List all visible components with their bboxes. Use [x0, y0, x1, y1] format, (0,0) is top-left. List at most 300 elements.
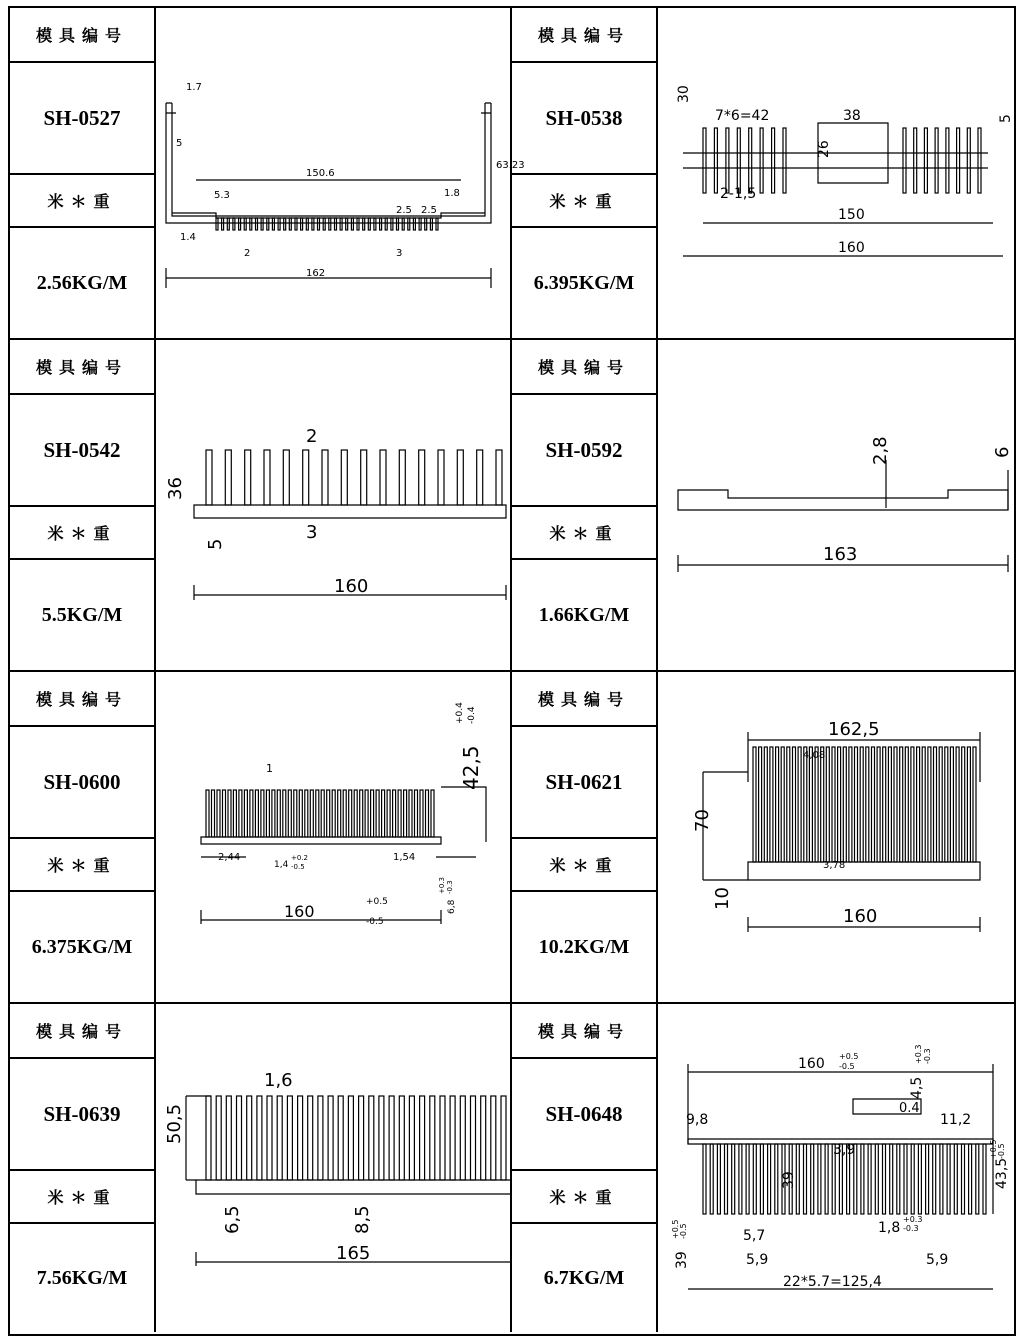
fin: [438, 450, 444, 505]
fin: [783, 128, 786, 193]
fin: [266, 790, 269, 837]
fin: [404, 790, 407, 837]
dim-label: 2,44: [218, 852, 241, 863]
mold-number-label: 模具编号: [10, 340, 156, 395]
fin: [413, 218, 415, 230]
fin: [818, 1144, 821, 1214]
fin: [753, 1144, 756, 1214]
fin: [303, 450, 309, 505]
fin: [804, 747, 807, 862]
dim-label: 5: [205, 538, 226, 550]
fin: [425, 218, 427, 230]
dim-label: 5,7: [743, 1228, 766, 1244]
dim-label: 4,5: [909, 1076, 925, 1099]
fin: [768, 1144, 771, 1214]
fin: [940, 1144, 943, 1214]
fin: [247, 1096, 252, 1180]
dim-tolerance: +0.5: [989, 1139, 998, 1159]
mold-number-label: 模具编号: [512, 672, 658, 727]
fin: [349, 790, 352, 837]
fin: [934, 747, 937, 862]
fin: [875, 1144, 878, 1214]
dim-label: 2-1,5: [720, 186, 757, 202]
fin: [244, 790, 247, 837]
fin: [223, 790, 226, 837]
fin: [380, 450, 386, 505]
dim-label: 6: [992, 446, 1013, 458]
fin: [911, 747, 914, 862]
fin: [359, 1096, 364, 1180]
fin: [354, 790, 357, 837]
fin: [746, 1144, 749, 1214]
dim-label: 1,6: [264, 1070, 293, 1091]
fin: [402, 218, 404, 230]
fin: [798, 747, 801, 862]
fin: [348, 1096, 353, 1180]
profile-code: SH-0542: [10, 395, 156, 507]
fin: [327, 790, 330, 837]
fin: [703, 1144, 706, 1214]
dim-label: 30: [676, 85, 692, 103]
fin: [397, 218, 399, 230]
fin: [239, 790, 242, 837]
fin: [903, 128, 906, 193]
fin: [382, 790, 385, 837]
dim-label: 5,9: [746, 1252, 769, 1268]
fin: [759, 747, 762, 862]
profile-code: SH-0592: [512, 395, 658, 507]
fin: [954, 1144, 957, 1214]
fin: [760, 1144, 763, 1214]
profile-code: SH-0639: [10, 1059, 156, 1171]
fin: [436, 218, 438, 230]
fin: [945, 747, 948, 862]
fin: [861, 1144, 864, 1214]
dim-label: 160: [334, 576, 369, 597]
fin: [206, 450, 212, 505]
dim-label: 1.7: [186, 82, 202, 93]
fin: [860, 747, 863, 862]
fin: [216, 218, 218, 230]
dim-label: 1,8: [878, 1220, 901, 1236]
fin: [900, 747, 903, 862]
fin: [298, 1096, 303, 1180]
dim-label: 5.3: [214, 190, 230, 201]
fin: [225, 450, 231, 505]
dim-label: 1,4: [274, 860, 289, 870]
fin: [962, 1144, 965, 1214]
fin: [222, 218, 224, 230]
dim-label: 8,5: [352, 1205, 373, 1234]
fin: [922, 747, 925, 862]
fin: [329, 218, 331, 230]
fin: [911, 1144, 914, 1214]
row-3: [10, 672, 1014, 1004]
dim-label: 1.4: [180, 232, 196, 243]
fin: [753, 747, 756, 862]
fin: [787, 747, 790, 862]
fin: [426, 790, 429, 837]
dim-label: 160: [838, 240, 865, 256]
dim-label: 0.4: [899, 1101, 920, 1116]
fin: [385, 218, 387, 230]
fin: [233, 218, 235, 230]
profile-code: SH-0621: [512, 727, 658, 839]
fin: [770, 747, 773, 862]
fin: [917, 747, 920, 862]
dim-label: 63.23: [496, 160, 525, 171]
fin: [299, 790, 302, 837]
fin: [267, 1096, 272, 1180]
fin: [450, 1096, 455, 1180]
fin: [726, 128, 729, 193]
fin: [914, 128, 917, 193]
dim-label: 36: [165, 477, 186, 500]
fin: [226, 1096, 231, 1180]
fin: [969, 1144, 972, 1214]
dim-label: 39: [674, 1251, 690, 1269]
dim-label: 6,5: [222, 1205, 243, 1234]
weight-label: 米＊重: [512, 1171, 658, 1224]
dim-tolerance: -0.5: [366, 917, 384, 927]
profile-drawing: [156, 1004, 512, 1332]
fin: [419, 450, 425, 505]
fin: [239, 218, 241, 230]
dim-label: 162,5: [828, 719, 880, 740]
fin: [351, 218, 353, 230]
fin: [772, 128, 775, 193]
fin: [306, 218, 308, 230]
dim-tolerance: +0.3: [914, 1044, 923, 1064]
fin: [781, 747, 784, 862]
fin: [295, 218, 297, 230]
dim-label: 6,8: [447, 899, 457, 914]
profile-weight: 1.66KG/M: [512, 560, 658, 670]
fin: [714, 128, 717, 193]
dim-label: 3,9: [833, 1142, 856, 1158]
fin: [457, 450, 463, 505]
fin: [316, 790, 319, 837]
fin: [883, 747, 886, 862]
dim-label: 2.5: [421, 205, 437, 216]
weight-label: 米＊重: [10, 175, 156, 228]
fin: [939, 747, 942, 862]
fin: [838, 747, 841, 862]
fin: [233, 790, 236, 837]
fin: [849, 747, 852, 862]
fin: [409, 790, 412, 837]
fin: [926, 1144, 929, 1214]
fin: [460, 1096, 465, 1180]
fin: [430, 218, 432, 230]
fin: [764, 747, 767, 862]
fin: [245, 450, 251, 505]
fin: [732, 1144, 735, 1214]
fin: [918, 1144, 921, 1214]
fin: [318, 218, 320, 230]
fin: [288, 790, 291, 837]
fin: [821, 747, 824, 862]
weight-label: 米＊重: [512, 175, 658, 228]
fin: [391, 218, 393, 230]
fin: [501, 1096, 506, 1180]
fin: [710, 1144, 713, 1214]
fin: [776, 747, 779, 862]
fin: [904, 1144, 907, 1214]
fin: [946, 128, 949, 193]
fin: [832, 747, 835, 862]
fin: [323, 218, 325, 230]
mold-number-label: 模具编号: [10, 8, 156, 63]
fin: [825, 1144, 828, 1214]
weight-label: 米＊重: [512, 507, 658, 560]
fin: [261, 218, 263, 230]
profile-drawing: [156, 672, 512, 1002]
dim-tolerance: -0.5: [291, 863, 305, 871]
dim-tolerance: +0.4: [455, 702, 465, 724]
mold-number-label: 模具编号: [512, 1004, 658, 1059]
dim-label: 2.5: [396, 205, 412, 216]
fin: [244, 218, 246, 230]
fin: [976, 1144, 979, 1214]
fin: [206, 1096, 211, 1180]
fin: [725, 1144, 728, 1214]
fin: [368, 218, 370, 230]
fin: [301, 218, 303, 230]
dim-tolerance: +0.5: [366, 897, 388, 907]
dim-label: 9,8: [686, 1112, 709, 1128]
fin: [420, 790, 423, 837]
fin: [332, 790, 335, 837]
mold-number-label: 模具编号: [512, 8, 658, 63]
fin: [811, 1144, 814, 1214]
fin: [737, 128, 740, 193]
fin: [815, 747, 818, 862]
dim-tolerance: -0.5: [997, 1143, 1006, 1159]
fin: [775, 1144, 778, 1214]
fin: [717, 1144, 720, 1214]
fin: [739, 1144, 742, 1214]
dim-tolerance: -0.5: [679, 1223, 688, 1239]
fin: [950, 747, 953, 862]
dim-tolerance: +0.5: [839, 1052, 859, 1061]
dim-label: 5: [176, 138, 183, 149]
fin: [888, 747, 891, 862]
dim-tolerance: -0.3: [903, 1224, 919, 1233]
fin: [284, 218, 286, 230]
fin: [393, 790, 396, 837]
fin: [341, 450, 347, 505]
profile-drawing: [156, 8, 525, 338]
fin: [419, 218, 421, 230]
fin: [328, 1096, 333, 1180]
dim-label: 160: [798, 1056, 825, 1072]
fin: [310, 790, 313, 837]
profile-drawing: [658, 1004, 1014, 1332]
fin: [312, 218, 314, 230]
fin: [379, 1096, 384, 1180]
profile-code: SH-0600: [10, 727, 156, 839]
fin: [924, 128, 927, 193]
profile-code: SH-0538: [512, 63, 658, 175]
fin: [826, 747, 829, 862]
fin: [883, 1144, 886, 1214]
fin: [217, 790, 220, 837]
profile-weight: 10.2KG/M: [512, 892, 658, 1002]
fin: [387, 790, 390, 837]
fin: [318, 1096, 323, 1180]
weight-label: 米＊重: [10, 1171, 156, 1224]
dim-label: 39: [781, 1171, 797, 1189]
fin: [409, 1096, 414, 1180]
dim-tolerance: -0.5: [839, 1062, 855, 1071]
dim-label: 5: [998, 114, 1014, 123]
profile-weight: 2.56KG/M: [10, 228, 156, 338]
fin: [855, 747, 858, 862]
fin: [289, 218, 291, 230]
dim-label: 2: [244, 248, 251, 259]
fin: [256, 218, 258, 230]
dim-label: 3: [306, 522, 318, 543]
fin: [431, 790, 434, 837]
dim-label: 160: [843, 906, 878, 927]
fin: [866, 747, 869, 862]
dim-label: 22*5.7=125,4: [783, 1274, 882, 1290]
fin: [389, 1096, 394, 1180]
dim-tolerance: +0.3: [438, 877, 446, 894]
dim-label: 26: [816, 140, 832, 158]
fin: [277, 790, 280, 837]
fin: [321, 790, 324, 837]
fin: [228, 790, 231, 837]
dim-tolerance: +0.5: [671, 1219, 680, 1239]
dim-label: 7*6=42: [715, 108, 770, 124]
fin: [277, 1096, 282, 1180]
fin: [335, 218, 337, 230]
fin: [983, 1144, 986, 1214]
fin: [322, 450, 328, 505]
fin: [216, 1096, 221, 1180]
fin: [398, 790, 401, 837]
row-4: [10, 1004, 1014, 1334]
fin: [703, 128, 706, 193]
fin: [365, 790, 368, 837]
fin: [212, 790, 215, 837]
dim-label: 1,54: [393, 852, 416, 863]
dim-label: 1: [266, 762, 273, 775]
dim-label: 5,9: [926, 1252, 949, 1268]
fin: [369, 1096, 374, 1180]
fin: [760, 128, 763, 193]
fin: [897, 1144, 900, 1214]
fin: [250, 218, 252, 230]
fin: [957, 128, 960, 193]
fin: [967, 128, 970, 193]
fin: [338, 790, 341, 837]
mold-number-label: 模具编号: [512, 340, 658, 395]
fin: [481, 1096, 486, 1180]
fin: [283, 450, 289, 505]
fin: [967, 747, 970, 862]
fin: [250, 790, 253, 837]
fin: [308, 1096, 313, 1180]
fin: [357, 218, 359, 230]
fin: [363, 218, 365, 230]
dim-label: 162: [306, 268, 326, 279]
fin: [376, 790, 379, 837]
fin: [305, 790, 308, 837]
fin: [793, 747, 796, 862]
weight-label: 米＊重: [512, 839, 658, 892]
dim-label: 160: [284, 902, 315, 921]
fin: [477, 450, 483, 505]
dim-tolerance: +0.3: [903, 1215, 923, 1224]
dim-label: 1.8: [444, 188, 460, 199]
profile-weight: 6.375KG/M: [10, 892, 156, 1002]
dim-tolerance: -0.3: [923, 1048, 932, 1064]
fin: [255, 790, 258, 837]
fin: [868, 1144, 871, 1214]
fin: [471, 1096, 476, 1180]
fin: [905, 747, 908, 862]
fin: [267, 218, 269, 230]
fin: [278, 218, 280, 230]
fin: [340, 218, 342, 230]
dim-label: 70: [692, 809, 713, 832]
profile-weight: 6.7KG/M: [512, 1224, 658, 1332]
dim-label: 150: [838, 207, 865, 223]
dim-label: 42,5: [459, 745, 483, 790]
dim-label: 10: [712, 887, 733, 910]
fin: [272, 790, 275, 837]
fin: [343, 790, 346, 837]
fin: [399, 1096, 404, 1180]
profile-weight: 7.56KG/M: [10, 1224, 156, 1332]
profile-drawing: [658, 340, 1014, 670]
dim-label: 38: [843, 108, 861, 124]
fin: [872, 747, 875, 862]
fin: [933, 1144, 936, 1214]
fin: [361, 450, 367, 505]
fin: [283, 790, 286, 837]
fin: [491, 1096, 496, 1180]
profile-drawing: [658, 672, 1014, 1002]
profile-code: SH-0527: [10, 63, 156, 175]
fin: [257, 1096, 262, 1180]
dim-tolerance: -0.4: [467, 706, 477, 724]
fin: [420, 1096, 425, 1180]
fin: [380, 218, 382, 230]
weight-label: 米＊重: [10, 507, 156, 560]
dim-label: 50,5: [164, 1103, 185, 1144]
profile-weight: 6.395KG/M: [512, 228, 658, 338]
row-2: [10, 340, 1014, 672]
profile-weight: 5.5KG/M: [10, 560, 156, 670]
weight-label: 米＊重: [10, 839, 156, 892]
fin: [237, 1096, 242, 1180]
dim-tolerance: +0.2: [291, 854, 308, 862]
dim-label: 4,08: [803, 750, 826, 761]
fin: [227, 218, 229, 230]
dim-label: 3,78: [823, 860, 846, 871]
fin: [973, 747, 976, 862]
product-sheet: [8, 6, 1016, 1336]
fin: [338, 1096, 343, 1180]
profile-code: SH-0648: [512, 1059, 658, 1171]
fin: [947, 1144, 950, 1214]
fin: [399, 450, 405, 505]
fin: [935, 128, 938, 193]
